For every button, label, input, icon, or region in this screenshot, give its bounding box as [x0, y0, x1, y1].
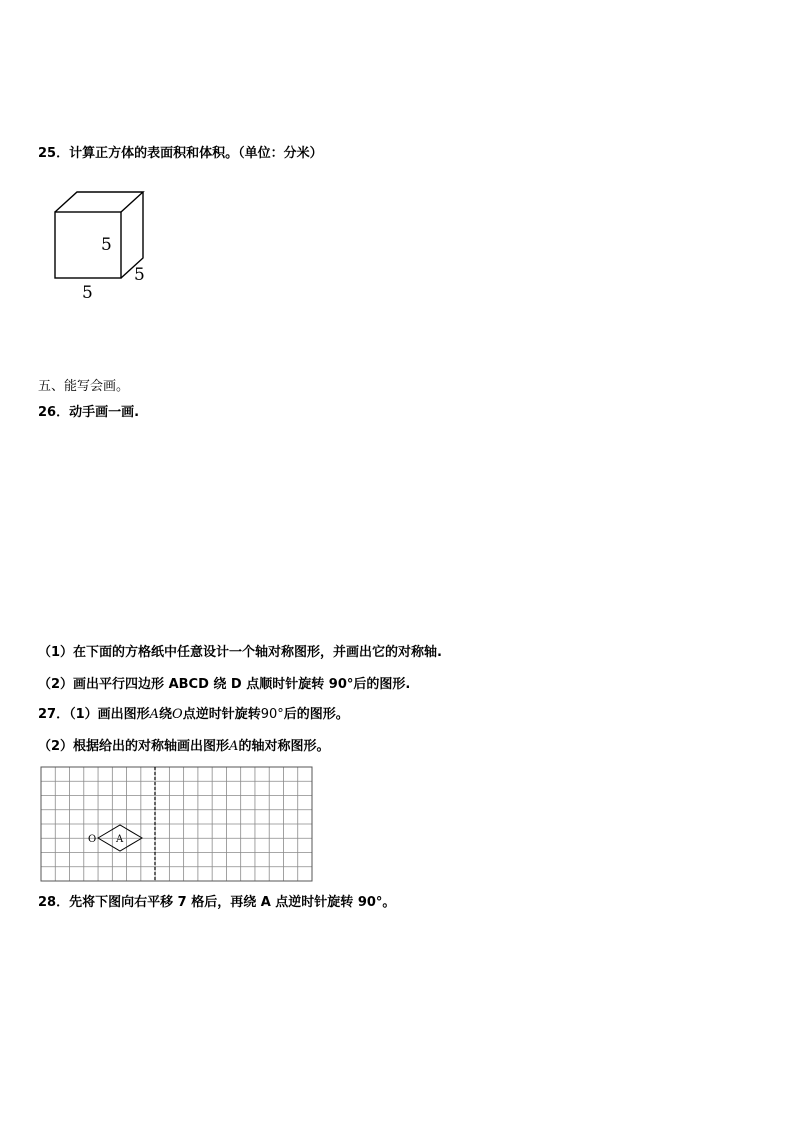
grid-point-label: O: [88, 834, 97, 845]
q27-part1-b: 绕: [159, 707, 173, 722]
q26-text: 动手画一画.: [69, 405, 140, 420]
q25-line: [38, 146, 323, 162]
q27-part2: [38, 739, 329, 755]
q25-text: 计算正方体的表面积和体积。（单位：分米）: [69, 146, 323, 161]
q27-part2-A: A: [229, 739, 239, 754]
q25-number: 25．: [38, 146, 70, 161]
q26-part1-text: （1）在下面的方格纸中任意设计一个轴对称图形，并画出它的对称轴.: [38, 645, 442, 660]
cube-figure: [48, 186, 158, 302]
q28-text: 先将下图向右平移 7 格后，再绕 A 点逆时针旋转 90°。: [69, 895, 396, 910]
q27-grid-figure: [40, 766, 315, 884]
grid-shape-label: A: [116, 834, 124, 845]
section5-title: [38, 379, 129, 395]
q27-part1-deg: 90°: [260, 707, 284, 722]
q27-part2-b: 的轴对称图形。: [238, 739, 330, 754]
q26-number: 26．: [38, 405, 70, 420]
q27-line: [38, 707, 349, 723]
q27-part1-A: A: [149, 707, 160, 722]
q27-part1-O: O: [172, 707, 183, 722]
q26-part2: [38, 677, 410, 693]
cube-top-face: [55, 192, 143, 212]
cube-edge-front-label: 5: [101, 235, 112, 255]
section5-title-text: 五、能写会画。: [38, 379, 130, 394]
q28-line: [38, 895, 395, 911]
q27-part1-a: （1）画出图形: [69, 707, 150, 722]
cube-edge-depth-label: 5: [134, 265, 145, 285]
q28-number: 28．: [38, 895, 70, 910]
q26-line: [38, 405, 139, 421]
cube-edge-bottom-label: 5: [82, 283, 93, 302]
q27-number: 27．: [38, 707, 70, 722]
q26-part1: [38, 645, 442, 661]
q26-part2-text: （2）画出平行四边形 ABCD 绕 D 点顺时针旋转 90°后的图形.: [38, 677, 411, 692]
q27-part1-c: 点逆时针旋转: [182, 707, 261, 722]
q27-part2-a: （2）根据给出的对称轴画出图形: [38, 739, 230, 754]
q27-part1-d: 后的图形。: [283, 707, 349, 722]
